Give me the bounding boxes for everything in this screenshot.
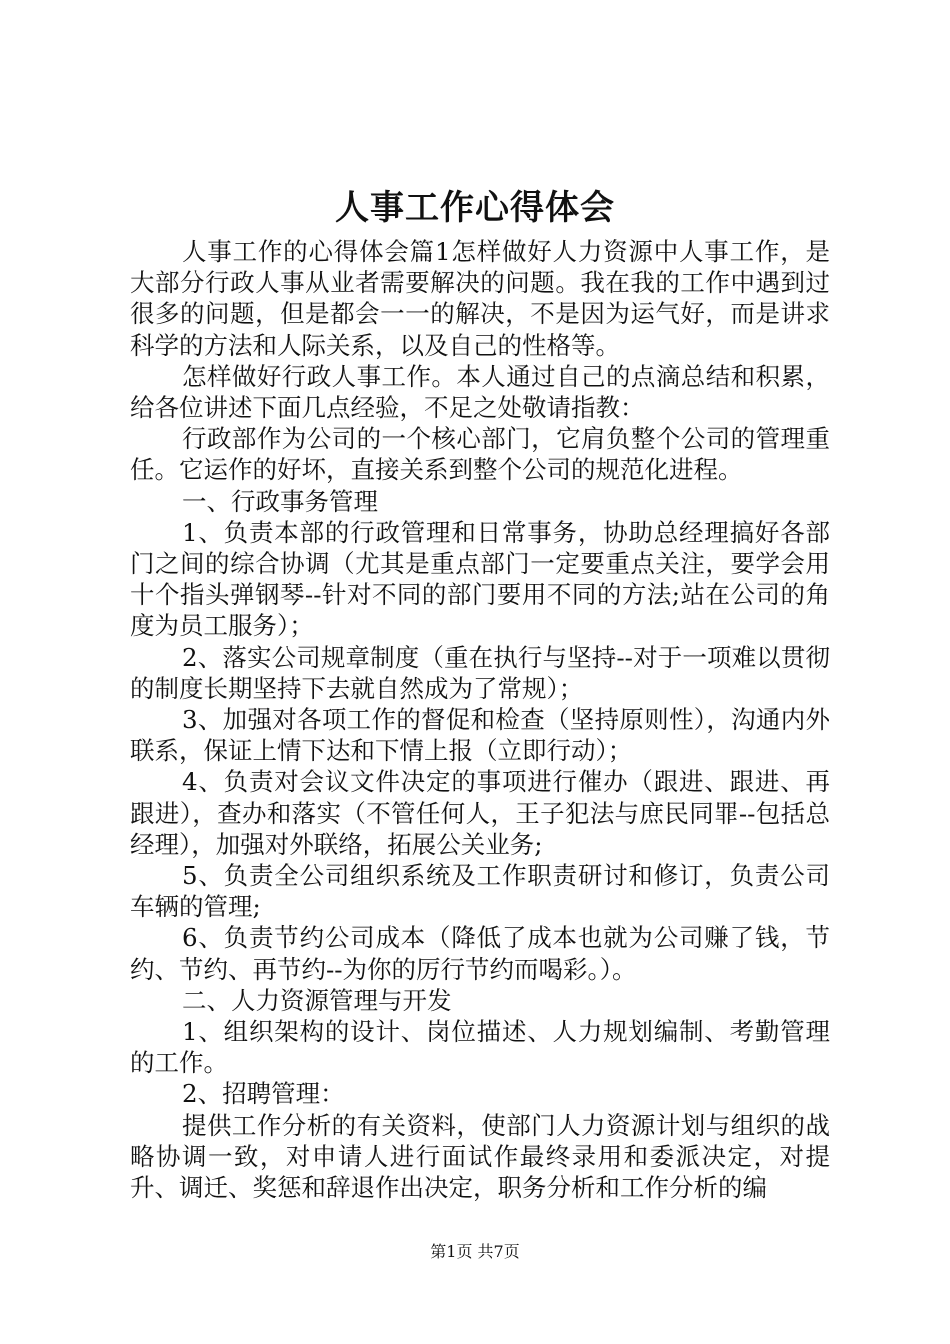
paragraph-admin-dept: 行政部作为公司的一个核心部门，它肩负整个公司的管理重任。它运作的好坏，直接关系到整个公司的规范化进程。 xyxy=(130,424,830,485)
paragraph-intro: 人事工作的心得体会篇1怎样做好人力资源中人事工作，是大部分行政人事从业者需要解决的问题。我在我的工作中遇到过很多的问题，但是都会一一的解决，不是因为运气好，而是讲求科学的方法和人际关系，以及自己的性格等。 xyxy=(130,237,830,360)
list-item-admin-2: 2、落实公司规章制度（重在执行与坚持--对于一项难以贯彻的制度长期坚持下去就自然成为了常规）； xyxy=(130,642,830,703)
list-item-admin-4: 4、负责对会议文件决定的事项进行催办（跟进、跟进、再跟进），查办和落实（不管任何人，王子犯法与庶民同罪--包括总经理），加强对外联络，拓展公关业务; xyxy=(130,767,830,859)
list-item-admin-3: 3、加强对各项工作的督促和检查（坚持原则性），沟通内外联系，保证上情下达和下情上报（立即行动）； xyxy=(130,705,830,766)
list-item-admin-5: 5、负责全公司组织系统及工作职责研讨和修订，负责公司车辆的管理; xyxy=(130,861,830,922)
list-item-hr-1: 1、组织架构的设计、岗位描述、人力规划编制、考勤管理的工作。 xyxy=(130,1017,830,1078)
page-footer: 第1页 共7页 xyxy=(430,1242,520,1261)
list-item-admin-6: 6、负责节约公司成本（降低了成本也就为公司赚了钱，节约、节约、再节约--为你的厉行节约而喝彩。）。 xyxy=(130,923,830,984)
paragraph-recruitment: 提供工作分析的有关资料，使部门人力资源计划与组织的战略协调一致，对申请人进行面试作最终录用和委派决定，对提升、调迁、奖惩和辞退作出决定，职务分析和工作分析的编 xyxy=(130,1110,830,1203)
section-heading-hr: 二、人力资源管理与开发 xyxy=(182,985,452,1015)
paragraph-how-to: 怎样做好行政人事工作。本人通过自己的点滴总结和积累，给各位讲述下面几点经验，不足之处敬请指教： xyxy=(130,361,830,423)
document-body xyxy=(130,236,830,1203)
document-title: 人事工作心得体会 xyxy=(335,188,615,228)
list-item-hr-2: 2、招聘管理： xyxy=(182,1079,345,1109)
section-heading-admin-affairs: 一、行政事务管理 xyxy=(182,486,378,516)
list-item-admin-1: 1、负责本部的行政管理和日常事务，协助总经理搞好各部门之间的综合协调（尤其是重点部门一定要重点关注，要学会用十个指头弹钢琴--针对不同的部门要用不同的方法;站在公司的角度为员工服务）； xyxy=(130,517,830,641)
